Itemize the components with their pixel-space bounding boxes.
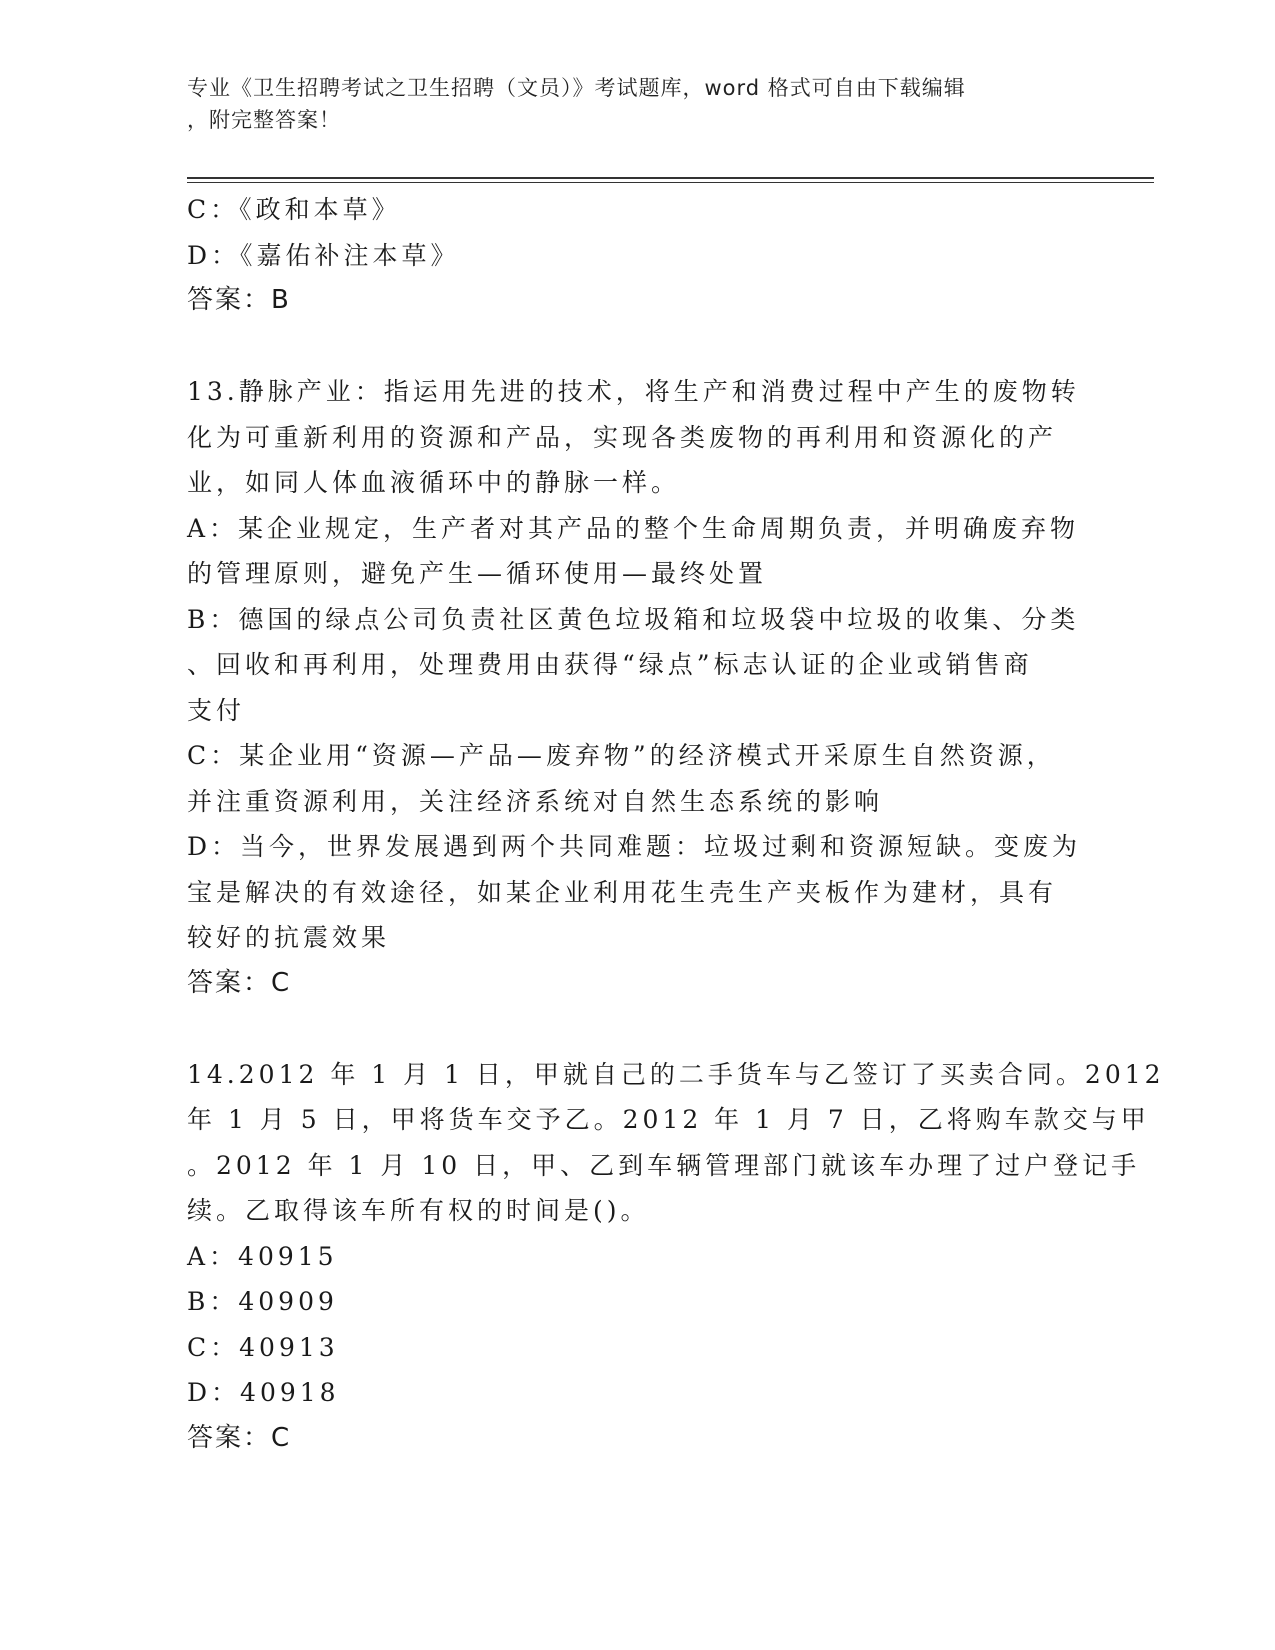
- q13-option-c-line: C：某企业用“资源—产品—废弃物”的经济模式开采原生自然资源，: [187, 741, 1056, 770]
- q12-answer: 答案：B: [187, 285, 291, 315]
- q13-answer: 答案：C: [187, 967, 292, 998]
- header-line-1: 专业《卫生招聘考试之卫生招聘（文员）》考试题库，word 格式可自由下载编辑: [187, 76, 966, 100]
- q13-option-b-line: 支付: [187, 695, 246, 725]
- q14-stem-line: 。2012 年 1 月 10 日，甲、乙到车辆管理部门就该车办理了过户登记手: [187, 1150, 1141, 1180]
- q13-stem-line: 化为可重新利用的资源和产品，实现各类废物的再利用和资源化的产: [187, 422, 1058, 452]
- spacer: [187, 1006, 1087, 1052]
- spacer: [187, 324, 1087, 370]
- q13-option-c-line: 并注重资源利用，关注经济系统对自然生态系统的影响: [187, 786, 884, 816]
- q14-answer: 答案：C: [187, 1422, 292, 1453]
- q13-option-b-line: B：德国的绿点公司负责社区黄色垃圾箱和垃圾袋中垃圾的收集、分类: [187, 604, 1080, 634]
- question-14: [187, 1052, 1165, 1462]
- header-divider-thick: [187, 177, 1154, 179]
- q14-option-d: D：40918: [187, 1378, 340, 1407]
- question-content: [187, 187, 1165, 1461]
- header-line-2: ，附完整答案！: [187, 108, 341, 132]
- q13-stem-line: 13.静脉产业：指运用先进的技术，将生产和消费过程中产生的废物转: [187, 377, 1080, 406]
- q12-option-c: C：《政和本草》: [187, 195, 401, 224]
- q13-stem-line: 业，如同人体血液循环中的静脉一样。: [187, 468, 681, 497]
- q13-option-a-line: 的管理原则，避免产生—循环使用—最终处置: [187, 559, 768, 588]
- q13-option-b-line: 、回收和再利用，处理费用由获得“绿点”标志认证的企业或销售商: [187, 650, 1033, 679]
- q13-option-d-line: 较好的抗震效果: [187, 923, 391, 952]
- q14-option-a: A：40915: [187, 1241, 338, 1271]
- page-header: [187, 72, 1077, 136]
- q14-stem-line: 年 1 月 5 日，甲将货车交予乙。2012 年 1 月 7 日，乙将购车款交与甲: [187, 1105, 1150, 1134]
- question-13: [187, 369, 1087, 1006]
- q13-option-d-line: D：当今，世界发展遇到两个共同难题：垃圾过剩和资源短缺。变废为: [187, 832, 1082, 861]
- q14-option-b: B：40909: [187, 1287, 338, 1316]
- q14-stem-line: 14.2012 年 1 月 1 日，甲就自己的二手货车与乙签订了买卖合同。2012: [187, 1059, 1165, 1089]
- q12-option-d: D：《嘉佑补注本草》: [187, 240, 460, 270]
- q13-option-d-line: 宝是解决的有效途径，如某企业利用花生壳生产夹板作为建材，具有: [187, 877, 1058, 907]
- header-divider-thin: [187, 182, 1154, 183]
- q14-option-c: C：40913: [187, 1332, 339, 1362]
- q13-option-a-line: A：某企业规定，生产者对其产品的整个生命周期负责，并明确废弃物: [187, 513, 1080, 543]
- q14-stem-line: 续。乙取得该车所有权的时间是()。: [187, 1196, 650, 1225]
- question-12-tail: [187, 187, 1087, 324]
